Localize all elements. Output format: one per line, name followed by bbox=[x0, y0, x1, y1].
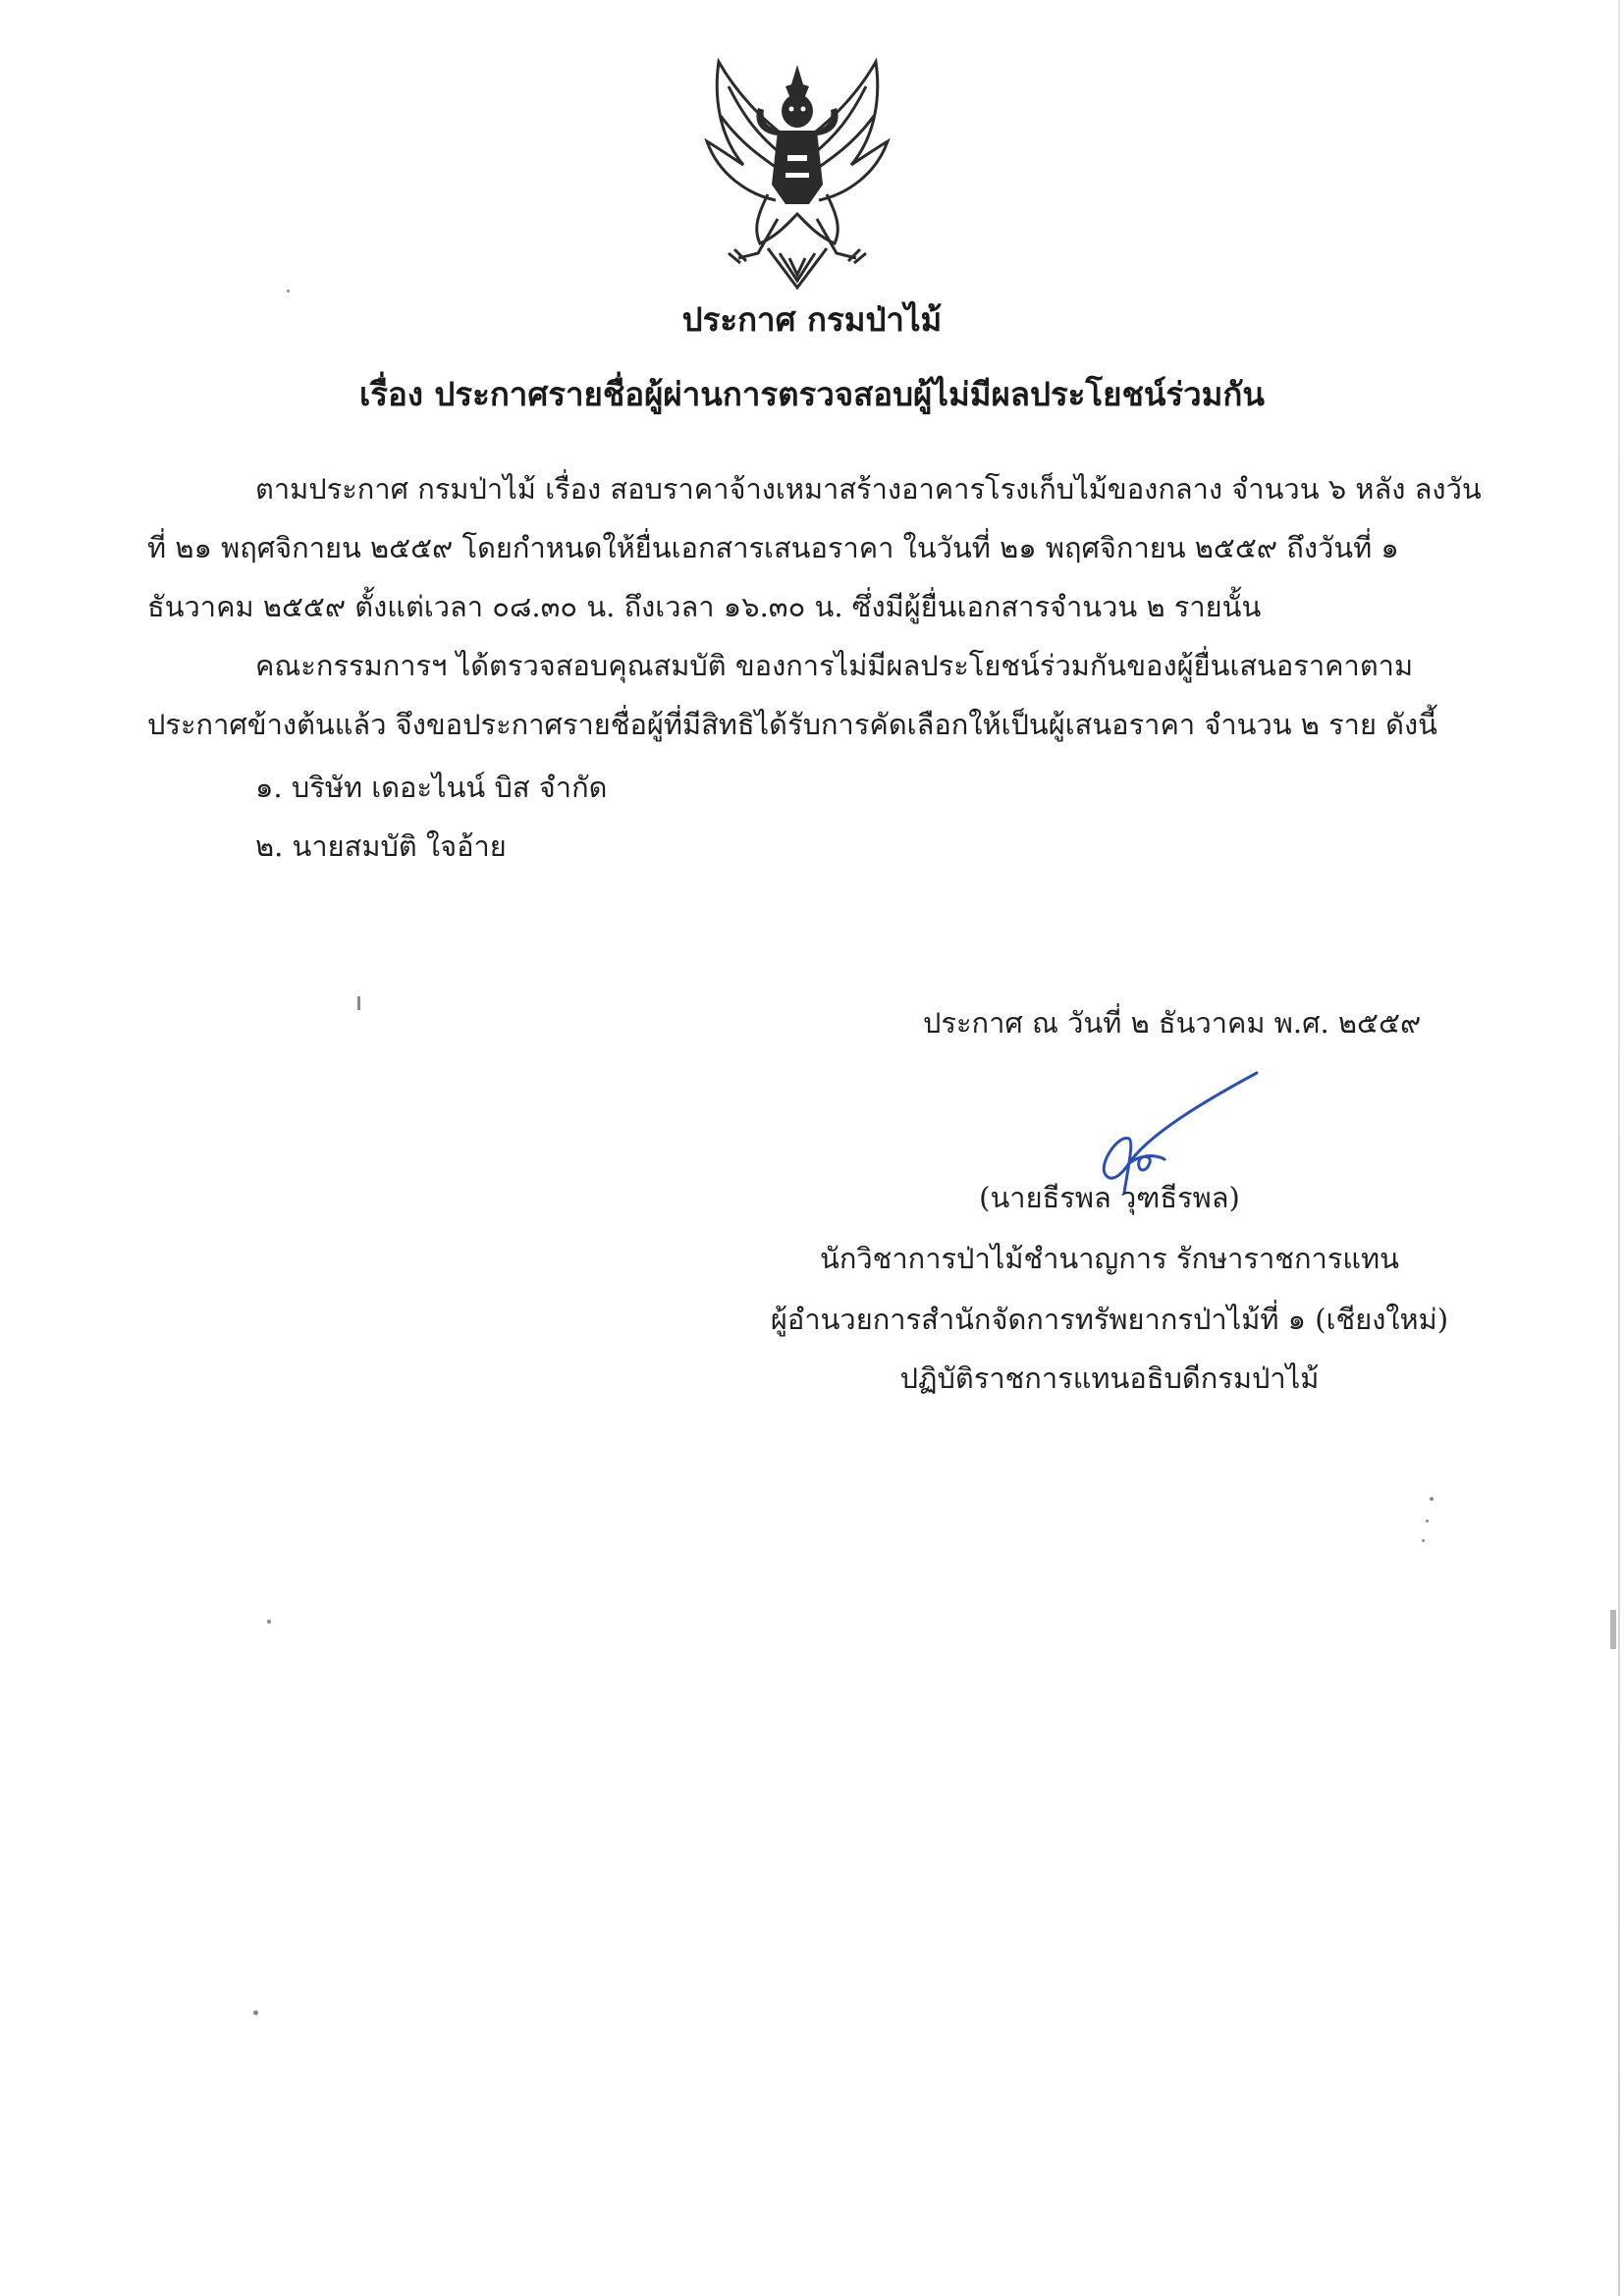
garuda-emblem-icon bbox=[699, 57, 895, 291]
scan-speck bbox=[287, 290, 290, 293]
announcement-date: ประกาศ ณ วันที่ ๒ ธันวาคม พ.ศ. ๒๕๕๙ bbox=[923, 1006, 1422, 1040]
scan-speck bbox=[253, 2010, 258, 2015]
signer-position: นักวิชาการป่าไม้ชำนาญการ รักษาราชการแทน bbox=[820, 1242, 1399, 1275]
scan-speck bbox=[267, 1620, 271, 1624]
document-title: ประกาศ กรมป่าไม้ bbox=[681, 300, 943, 339]
document-subject: เรื่อง ประกาศรายชื่อผู้ผ่านการตรวจสอบผู้ไม่มีผลประโยชน์ร่วมกัน bbox=[359, 375, 1265, 413]
scan-edge bbox=[1618, 0, 1620, 2296]
paragraph-committee bbox=[147, 636, 1437, 754]
list-item: ๒. นายสมบัติ ใจอ้าย bbox=[255, 829, 507, 863]
signer-position: ผู้อำนวยการสำนักจัดการทรัพยากรป่าไม้ที่ ๑ (เชียงใหม่) bbox=[770, 1303, 1449, 1336]
paragraph-line: ที่ ๒๑ พฤศจิกายน ๒๕๕๙ โดยกำหนดให้ยื่นเอกสารเสนอราคา ในวันที่ ๒๑ พฤศจิกายน ๒๕๕๙ ถึงวันที่ ๑ bbox=[147, 531, 1399, 564]
scan-speck bbox=[1430, 1497, 1434, 1501]
scan-speck bbox=[1426, 1520, 1429, 1522]
paragraph-line: ประกาศข้างต้นแล้ว จึงขอประกาศรายชื่อผู้ที่มีสิทธิได้รับการคัดเลือกให้เป็นผู้เสนอราคา จำนวน ๒ ราย ดังนี้ bbox=[147, 708, 1437, 741]
list-item: ๑. บริษัท เดอะไนน์ บิส จำกัด bbox=[255, 771, 608, 804]
signer-position: ปฏิบัติราชการแทนอธิบดีกรมป่าไม้ bbox=[899, 1362, 1320, 1395]
paragraph-line: ตามประกาศ กรมป่าไม้ เรื่อง สอบราคาจ้างเหมาสร้างอาคารโรงเก็บไม้ของกลาง จำนวน ๖ หลัง ลงวัน bbox=[255, 472, 1482, 506]
paragraph-line: ธันวาคม ๒๕๕๙ ตั้งแต่เวลา ๐๘.๓๐ น. ถึงเวลา ๑๖.๓๐ น. ซึ่งมีผู้ยื่นเอกสารจำนวน ๒ รายนั้น bbox=[147, 590, 1262, 623]
scan-speck bbox=[357, 996, 360, 1010]
scan-speck bbox=[1610, 1610, 1616, 1649]
scan-speck bbox=[1422, 1539, 1425, 1542]
paragraph-line: คณะกรรมการฯ ได้ตรวจสอบคุณสมบัติ ของการไม่มีผลประโยชน์ร่วมกันของผู้ยื่นเสนอราคาตาม bbox=[255, 649, 1414, 682]
signer-name: (นายธีรพล วุฑธีรพล) bbox=[979, 1181, 1240, 1214]
paragraph-announcement bbox=[147, 459, 1482, 636]
